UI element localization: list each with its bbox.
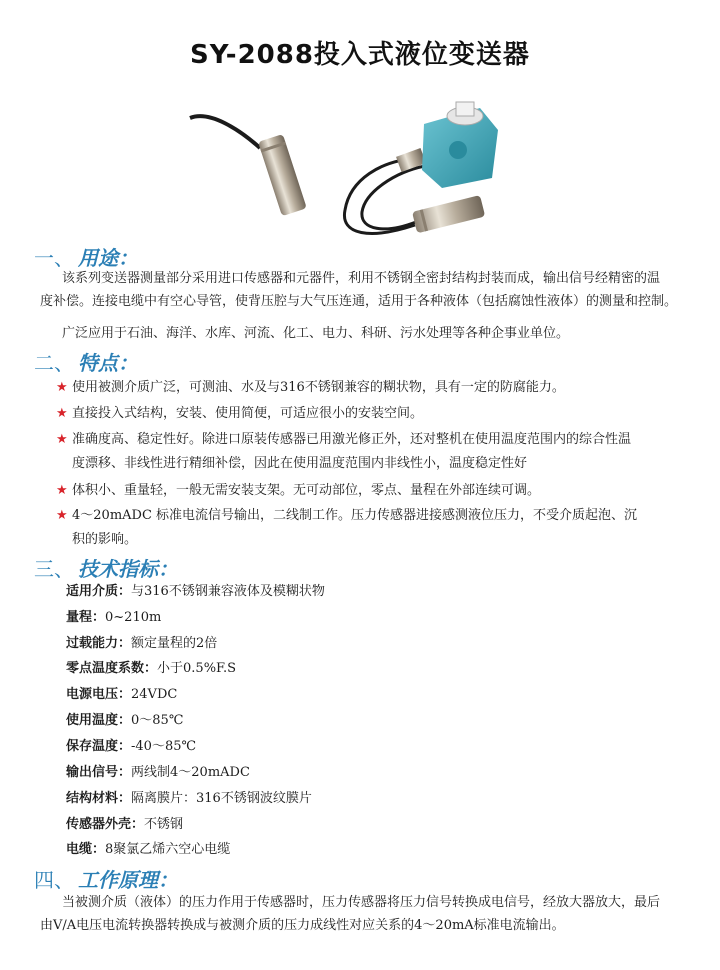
- spec-row: 传感器外壳：不锈钢: [66, 817, 184, 832]
- product-photo: [180, 100, 560, 260]
- section-heading-specs: 三、 技术指标：: [34, 557, 178, 581]
- spec-row: 适用介质：与316不锈钢兼容液体及模糊状物: [66, 584, 325, 599]
- spec-row: 零点温度系数：小于0.5%F.S: [66, 661, 237, 676]
- spec-row: 过载能力：额定量程的2倍: [66, 636, 218, 651]
- spec-row: 量程：0~210m: [66, 610, 162, 625]
- principle-paragraph: 当被测介质（液体）的压力作用于传感器时，压力传感器将压力信号转换成电信号，经放大器放大，最后 由V/A电压电流转换器转换成与被测介质的压力成线性对应关系的4～20mA标准电流输出。: [40, 895, 661, 933]
- usage-paragraph: 该系列变送器测量部分采用进口传感器和元器件，利用不锈钢全密封结构封装而成，输出信号经精密的温 度补偿。连接电缆中有空心导管，使背压腔与大气压连通，适用于各种液体（包括腐蚀性液体）的测量和控制。 广泛应用于石油、海洋、水库、河流、化工、电力、科研、污水处理等各种企事业单位。: [40, 271, 678, 341]
- page-title: SY-2088投入式液位变送器: [190, 40, 530, 70]
- feature-item: ★ 4～20mADC 标准电流信号输出，二线制工作。压力传感器进接感测液位压力，不受介质起泡、沉 积的影响。: [72, 504, 692, 552]
- spec-row: 电缆：8聚氯乙烯六空心电缆: [66, 842, 231, 857]
- star-icon: ★: [56, 406, 68, 421]
- star-icon: ★: [56, 508, 68, 523]
- feature-item: ★ 使用被测介质广泛，可测油、水及与316不锈钢兼容的糊状物，具有一定的防腐能力。: [72, 376, 692, 400]
- feature-item: ★ 直接投入式结构，安装、使用简便，可适应很小的安装空间。: [72, 402, 692, 426]
- star-icon: ★: [56, 432, 68, 447]
- star-icon: ★: [56, 380, 68, 395]
- spec-row: 电源电压：24VDC: [66, 687, 178, 702]
- spec-row: 结构材料：隔离膜片：316不锈钢波纹膜片: [66, 791, 312, 806]
- section-heading-principle: 四、 工作原理：: [34, 868, 178, 892]
- star-icon: ★: [56, 483, 68, 498]
- section-heading-features: 二、 特点：: [34, 351, 138, 375]
- probe-right-icon: [344, 102, 498, 233]
- spec-row: 使用温度：0～85℃: [66, 713, 184, 728]
- feature-item: ★ 准确度高、稳定性好。除进口原装传感器已用激光修正外，还对整机在使用温度范围内的综合性温 度漂移、非线性进行精细补偿，因此在使用温度范围内非线性小，温度稳定性好: [72, 428, 692, 476]
- feature-item: ★ 体积小、重量轻，一般无需安装支架。无可动部位，零点、量程在外部连续可调。: [72, 479, 692, 503]
- probe-left-icon: [190, 116, 307, 216]
- spec-row: 输出信号：两线制4～20mADC: [66, 765, 250, 780]
- spec-row: 保存温度：-40～85℃: [66, 739, 197, 754]
- section-heading-usage: 一、 用途：: [34, 246, 138, 270]
